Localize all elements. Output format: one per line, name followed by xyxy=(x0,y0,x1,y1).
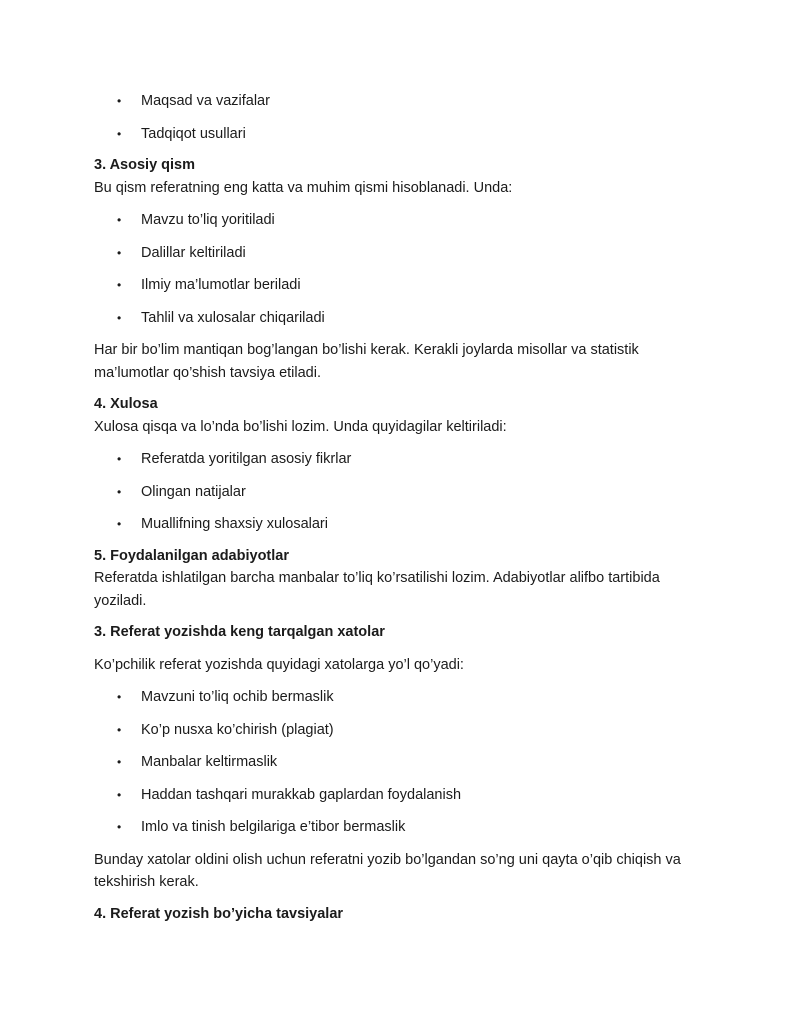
document-page xyxy=(94,90,694,925)
paragraph: yoziladi. xyxy=(94,592,147,609)
paragraph: Ko’pchilik referat yozishda quyidagi xatolarga yo’l qo’yadi: xyxy=(94,656,464,673)
bullet-icon: • xyxy=(117,94,122,108)
list-item: • Dalillar keltiriladi xyxy=(94,242,694,265)
paragraph: Referatda ishlatilgan barcha manbalar to’liq ko’rsatilishi lozim. Adabiyotlar alifbo tartibida xyxy=(94,570,660,586)
list-item: • Haddan tashqari murakkab gaplardan foydalanish xyxy=(94,784,694,807)
paragraph: Bu qism referatning eng katta va muhim qismi hisoblanadi. Unda: xyxy=(94,179,513,196)
list-item: • Referatda yoritilgan asosiy fikrlar xyxy=(94,448,694,471)
list-item: • Tahlil va xulosalar chiqariladi xyxy=(94,307,694,330)
section-heading: 3. Asosiy qism xyxy=(94,157,196,173)
bullet-icon: • xyxy=(117,126,122,141)
bullet-icon: • xyxy=(117,245,122,260)
bullet-icon: • xyxy=(117,755,122,769)
paragraph: ma’lumotlar qo’shish tavsiya etiladi. xyxy=(94,364,322,381)
list-item: • Mavzu to’liq yoritiladi xyxy=(94,209,694,232)
paragraph: Har bir bo’lim mantiqan bog’langan bo’lishi kerak. Kerakli joylarda misollar va statistik xyxy=(94,342,639,358)
bullet-list xyxy=(94,448,694,536)
list-item: • Mavzuni to’liq ochib bermaslik xyxy=(94,686,694,709)
section-heading: 5. Foydalanilgan adabiyotlar xyxy=(94,547,289,564)
bullet-list xyxy=(94,90,694,145)
bullet-icon: • xyxy=(117,452,122,466)
bullet-icon: • xyxy=(117,722,122,737)
list-item: • Manbalar keltirmaslik xyxy=(94,751,694,774)
paragraph: Xulosa qisqa va lo’nda bo’lishi lozim. Unda quyidagilar keltiriladi: xyxy=(94,418,507,435)
list-item: • Tadqiqot usullari xyxy=(94,123,694,146)
bullet-icon: • xyxy=(117,517,122,531)
list-item: • Maqsad va vazifalar xyxy=(94,90,694,113)
paragraph: tekshirish kerak. xyxy=(94,874,199,890)
bullet-icon: • xyxy=(117,690,122,704)
bullet-icon: • xyxy=(117,278,122,292)
section-heading: 3. Referat yozishda keng tarqalgan xatolar xyxy=(94,624,385,640)
list-item: • Ilmiy ma’lumotlar beriladi xyxy=(94,274,694,297)
list-item: • Imlo va tinish belgilariga e’tibor bermaslik xyxy=(94,816,694,839)
bullet-icon: • xyxy=(117,820,122,834)
bullet-icon: • xyxy=(117,484,122,499)
bullet-icon: • xyxy=(117,213,122,227)
section-heading: 4. Referat yozish bo’yicha tavsiyalar xyxy=(94,905,344,922)
section-heading: 4. Xulosa xyxy=(94,396,158,412)
bullet-icon: • xyxy=(117,787,122,802)
list-item: • Muallifning shaxsiy xulosalari xyxy=(94,513,694,536)
bullet-list xyxy=(94,686,694,839)
bullet-icon: • xyxy=(117,310,122,325)
list-item: • Olingan natijalar xyxy=(94,481,694,504)
bullet-list xyxy=(94,209,694,329)
paragraph: Bunday xatolar oldini olish uchun referatni yozib bo’lgandan so’ng uni qayta o’qib chiqish va xyxy=(94,851,681,868)
list-item: • Ko’p nusxa ko’chirish (plagiat) xyxy=(94,719,694,742)
